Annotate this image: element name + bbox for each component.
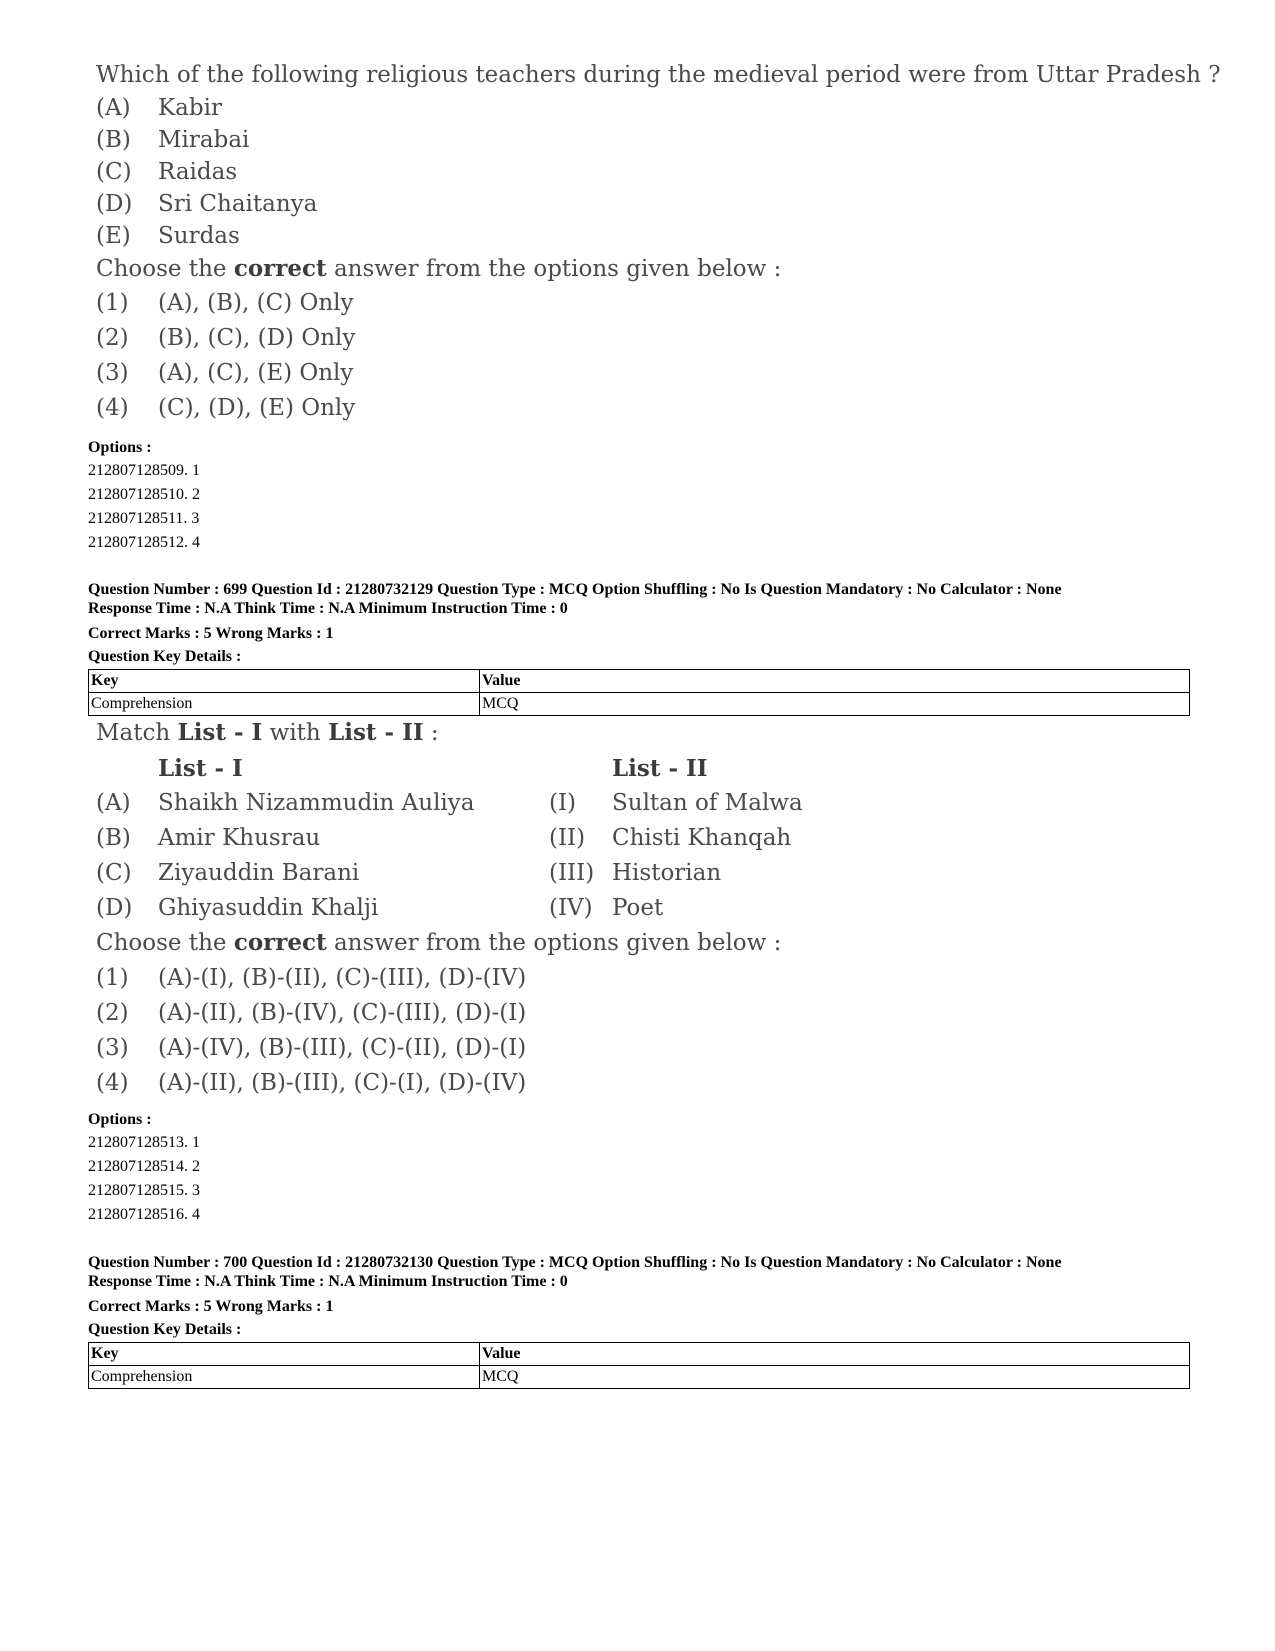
choose-bold: correct — [233, 255, 327, 282]
list-1-text: Ziyauddin Barani — [158, 860, 360, 886]
item-label: (D) — [96, 191, 133, 217]
answer-text: (A)-(IV), (B)-(III), (C)-(II), (D)-(I) — [158, 1035, 527, 1061]
question-meta-line: Response Time : N.A Think Time : N.A Minimum Instruction Time : 0 — [88, 600, 568, 617]
list-2-text: Chisti Khanqah — [612, 825, 792, 851]
answer-label: (4) — [96, 1070, 129, 1096]
list-2-text: Historian — [612, 860, 722, 886]
option-id: 212807128514. 2 — [88, 1158, 200, 1175]
answer-text: (A)-(II), (B)-(IV), (C)-(III), (D)-(I) — [158, 1000, 527, 1026]
list-1-label: (C) — [96, 860, 132, 886]
option-id: 212807128515. 3 — [88, 1182, 200, 1199]
answer-row — [96, 290, 496, 318]
item-row — [96, 191, 496, 219]
item-label: (A) — [96, 95, 131, 121]
item-row — [96, 223, 496, 251]
option-id: 212807128513. 1 — [88, 1134, 200, 1151]
table-cell-key: Comprehension — [89, 1366, 480, 1389]
item-label: (E) — [96, 223, 131, 249]
list-2-title: List - II — [612, 755, 708, 782]
list-1-text: Amir Khusrau — [158, 825, 321, 851]
answer-label: (2) — [96, 325, 129, 351]
question-699-image — [96, 719, 1096, 1099]
list-headers — [96, 755, 896, 783]
item-text: Sri Chaitanya — [158, 191, 318, 217]
option-id-list — [88, 1131, 200, 1227]
key-details-title: Question Key Details : — [88, 648, 242, 665]
list-1-title: List - I — [158, 755, 243, 782]
item-text: Surdas — [158, 223, 240, 249]
marks-line: Correct Marks : 5 Wrong Marks : 1 — [88, 625, 334, 642]
list-1-label: (D) — [96, 895, 133, 921]
item-row — [96, 127, 496, 155]
answer-row — [96, 1070, 696, 1098]
choose-bold: correct — [233, 929, 327, 956]
match-row — [96, 825, 896, 853]
table-header-key: Key — [89, 670, 480, 693]
option-id-list — [88, 459, 200, 555]
key-details-table — [88, 669, 1190, 716]
answer-text: (A)-(I), (B)-(II), (C)-(III), (D)-(IV) — [158, 965, 527, 991]
answer-label: (4) — [96, 395, 129, 421]
option-id: 212807128510. 2 — [88, 486, 200, 503]
answer-row — [96, 325, 496, 353]
item-label: (C) — [96, 159, 132, 185]
answer-label: (3) — [96, 1035, 129, 1061]
match-row — [96, 895, 896, 923]
match-row — [96, 790, 896, 818]
answer-label: (1) — [96, 290, 129, 316]
list-1-text: Shaikh Nizammudin Auliya — [158, 790, 475, 816]
choose-text: Choose the — [96, 930, 234, 956]
question-meta-line: Response Time : N.A Think Time : N.A Minimum Instruction Time : 0 — [88, 1273, 568, 1290]
item-text: Mirabai — [158, 127, 250, 153]
question-stem: Which of the following religious teachers during the medieval period were from Uttar Pradesh ? — [96, 62, 1221, 88]
table-row — [89, 1366, 1190, 1389]
answer-row — [96, 1000, 696, 1028]
answer-label: (3) — [96, 360, 129, 386]
stem-bold: List - I — [177, 719, 263, 746]
item-row — [96, 95, 496, 123]
item-row — [96, 159, 496, 187]
table-header-value: Value — [480, 670, 1190, 693]
item-text: Kabir — [158, 95, 222, 121]
answer-text: (A), (C), (E) Only — [158, 360, 354, 386]
item-text: Raidas — [158, 159, 238, 185]
option-id: 212807128511. 3 — [88, 510, 200, 527]
answer-row — [96, 360, 496, 388]
question-stem — [96, 719, 439, 746]
table-header-row — [89, 1343, 1190, 1366]
list-1-label: (A) — [96, 790, 131, 816]
table-cell-key: Comprehension — [89, 693, 480, 716]
match-row — [96, 860, 896, 888]
answer-text: (A)-(II), (B)-(III), (C)-(I), (D)-(IV) — [158, 1070, 527, 1096]
stem-bold: List - II — [328, 719, 424, 746]
answer-text: (A), (B), (C) Only — [158, 290, 354, 316]
table-cell-value: MCQ — [480, 1366, 1190, 1389]
choose-instruction — [96, 255, 781, 282]
list-1-text: Ghiyasuddin Khalji — [158, 895, 379, 921]
option-id: 212807128512. 4 — [88, 534, 200, 551]
answer-label: (1) — [96, 965, 129, 991]
options-title: Options : — [88, 439, 152, 456]
answer-label: (2) — [96, 1000, 129, 1026]
question-698-image — [96, 62, 1221, 432]
choose-instruction — [96, 929, 781, 956]
key-details-table — [88, 1342, 1190, 1389]
table-cell-value: MCQ — [480, 693, 1190, 716]
list-2-label: (III) — [549, 860, 595, 886]
table-header-value: Value — [480, 1343, 1190, 1366]
key-details-title: Question Key Details : — [88, 1321, 242, 1338]
choose-text: answer from the options given below : — [326, 256, 782, 282]
list-1-label: (B) — [96, 825, 131, 851]
option-id: 212807128509. 1 — [88, 462, 200, 479]
question-meta-line: Question Number : 699 Question Id : 21280732129 Question Type : MCQ Option Shuffling : No Is Question Mandatory : No Calculator : None — [88, 581, 1062, 598]
choose-text: answer from the options given below : — [326, 930, 782, 956]
question-meta-line: Question Number : 700 Question Id : 21280732130 Question Type : MCQ Option Shuffling : No Is Question Mandatory : No Calculator : None — [88, 1254, 1062, 1271]
list-2-label: (II) — [549, 825, 586, 851]
list-2-label: (IV) — [549, 895, 593, 921]
table-header-row — [89, 670, 1190, 693]
table-header-key: Key — [89, 1343, 480, 1366]
list-2-text: Poet — [612, 895, 664, 921]
stem-text: Match — [96, 720, 178, 746]
table-row — [89, 693, 1190, 716]
answer-row — [96, 965, 696, 993]
option-id: 212807128516. 4 — [88, 1206, 200, 1223]
list-2-text: Sultan of Malwa — [612, 790, 803, 816]
answer-row — [96, 395, 496, 423]
answer-row — [96, 1035, 696, 1063]
item-label: (B) — [96, 127, 131, 153]
stem-text: : — [423, 720, 439, 746]
answer-text: (B), (C), (D) Only — [158, 325, 356, 351]
options-title: Options : — [88, 1111, 152, 1128]
list-2-label: (I) — [549, 790, 577, 816]
stem-text: with — [262, 720, 329, 746]
choose-text: Choose the — [96, 256, 234, 282]
answer-text: (C), (D), (E) Only — [158, 395, 356, 421]
marks-line: Correct Marks : 5 Wrong Marks : 1 — [88, 1298, 334, 1315]
